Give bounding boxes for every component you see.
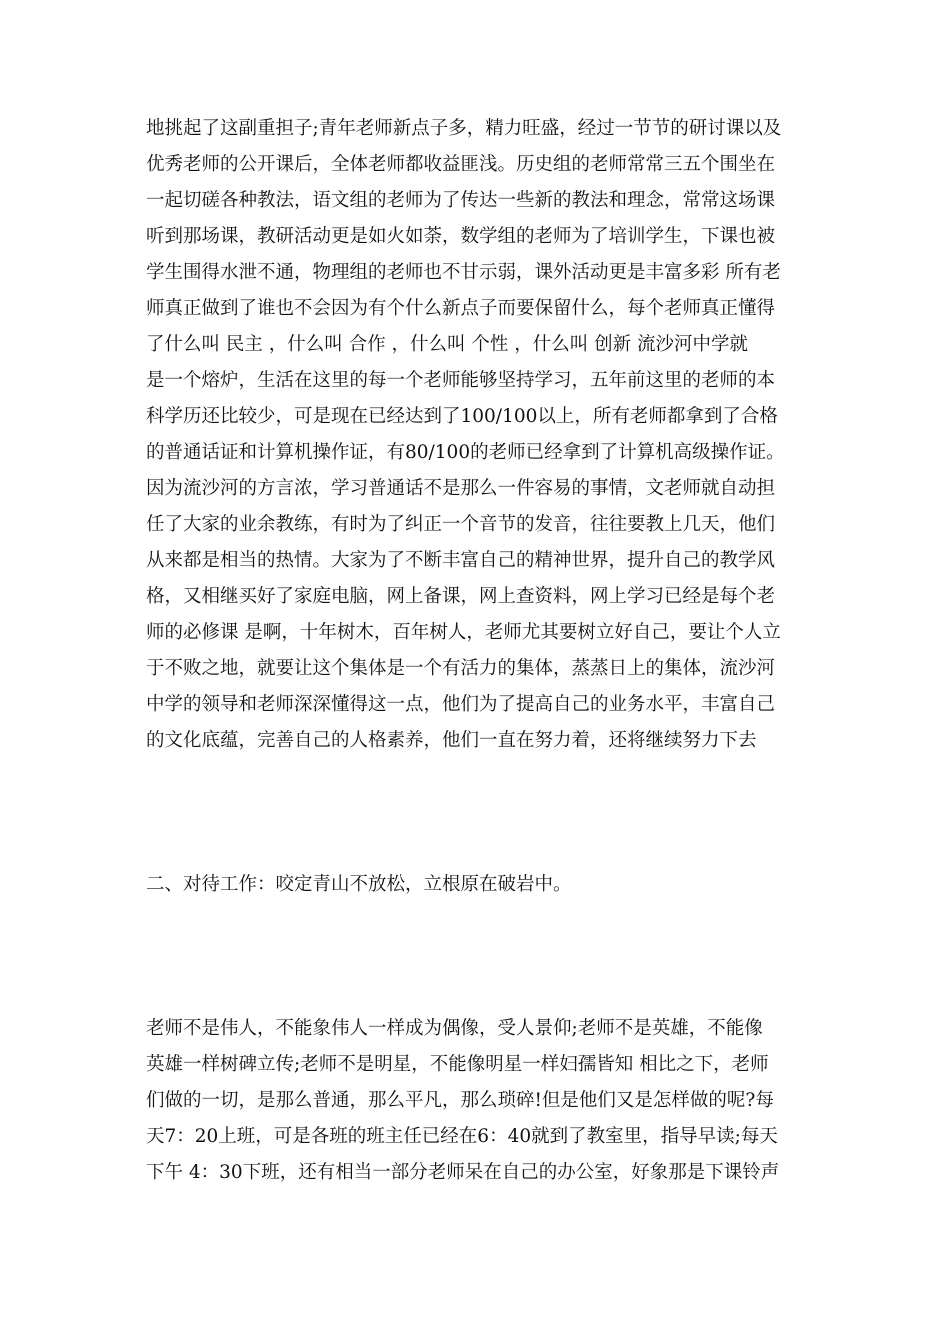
text-line: 英雄一样树碑立传;老师不是明星，不能像明星一样妇孺皆知 相比之下，老师 xyxy=(146,1054,769,1075)
text-line: 师真正做到了谁也不会因为有个什么新点子而要保留什么，每个老师真正懂得 xyxy=(146,298,776,319)
text-line: 优秀老师的公开课后，全体老师都收益匪浅。历史组的老师常常三五个围坐在 xyxy=(146,154,776,175)
text-line: 从来都是相当的热情。大家为了不断丰富自己的精神世界，提升自己的教学风 xyxy=(146,550,776,571)
section-heading: 二、对待工作：咬定青山不放松，立根原在破岩中。 xyxy=(146,874,572,895)
text-line: 的普通话证和计算机操作证，有80/100的老师已经拿到了计算机高级操作证。 xyxy=(146,442,785,463)
text-line: 学生围得水泄不通，物理组的老师也不甘示弱，课外活动更是丰富多彩 所有老 xyxy=(146,262,781,283)
text-line: 了什么叫 民主 ，什么叫 合作 ，什么叫 个性 ，什么叫 创新 流沙河中学就 xyxy=(146,334,749,355)
text-line: 因为流沙河的方言浓，学习普通话不是那么一件容易的事情，文老师就自动担 xyxy=(146,478,776,499)
text-line: 科学历还比较少，可是现在已经达到了100/100以上，所有老师都拿到了合格 xyxy=(146,406,778,427)
text-line: 听到那场课，教研活动更是如火如荼，数学组的老师为了培训学生，下课也被 xyxy=(146,226,776,247)
text-line: 中学的领导和老师深深懂得这一点，他们为了提高自己的业务水平，丰富自己 xyxy=(146,694,776,715)
text-line: 下午 4：30下班，还有相当一部分老师呆在自己的办公室，好象那是下课铃声 xyxy=(146,1162,780,1183)
text-line: 师的必修课 是啊，十年树木，百年树人，老师尤其要树立好自己，要让个人立 xyxy=(146,622,781,643)
text-line: 一起切磋各种教法，语文组的老师为了传达一些新的教法和理念，常常这场课 xyxy=(146,190,776,211)
text-line: 格，又相继买好了家庭电脑，网上备课，网上查资料，网上学习已经是每个老 xyxy=(146,586,776,607)
text-line: 老师不是伟人，不能象伟人一样成为偶像，受人景仰;老师不是英雄，不能像 xyxy=(146,1018,763,1039)
text-line: 是一个熔炉，生活在这里的每一个老师能够坚持学习，五年前这里的老师的本 xyxy=(146,370,776,391)
text-line: 于不败之地，就要让这个集体是一个有活力的集体，蒸蒸日上的集体，流沙河 xyxy=(146,658,776,679)
text-line: 天7：20上班，可是各班的班主任已经在6：40就到了教室里，指导早读;每天 xyxy=(146,1126,778,1147)
text-line: 们做的一切，是那么普通，那么平凡，那么琐碎!但是他们又是怎样做的呢?每 xyxy=(146,1090,774,1111)
text-line: 地挑起了这副重担子;青年老师新点子多，精力旺盛，经过一节节的研讨课以及 xyxy=(146,118,782,139)
text-line: 的文化底蕴，完善自己的人格素养，他们一直在努力着，还将继续努力下去 xyxy=(146,730,757,751)
text-line: 任了大家的业余教练，有时为了纠正一个音节的发音，往往要教上几天，他们 xyxy=(146,514,776,535)
